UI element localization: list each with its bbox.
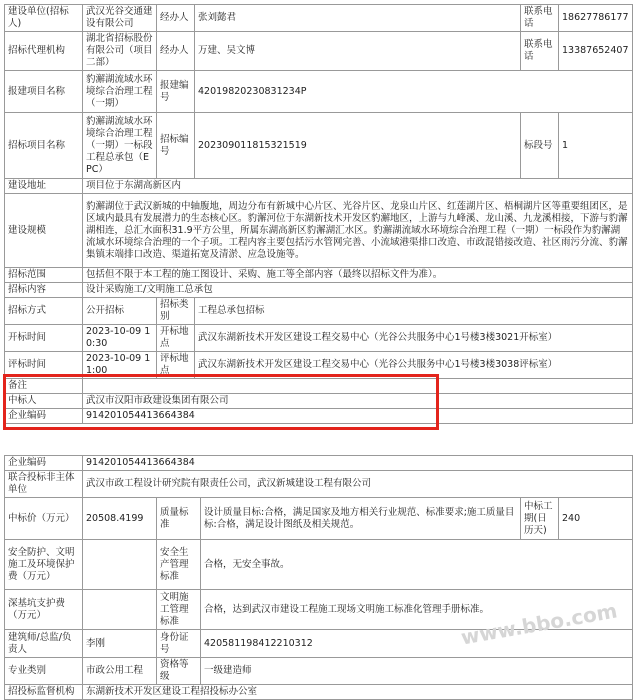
row-open-time bbox=[5, 325, 633, 352]
label-address: 建设地址 bbox=[5, 179, 83, 194]
label-open-time: 开标时间 bbox=[5, 325, 83, 352]
value-method: 公开招标 bbox=[83, 298, 157, 325]
value-joint-bidder: 武汉市政工程设计研究院有限责任公司，武汉新城建设工程有限公司 bbox=[83, 471, 633, 498]
label-agent-handler: 经办人 bbox=[157, 32, 195, 71]
label-civil-std: 文明施工管理标准 bbox=[157, 590, 201, 630]
row-agent bbox=[5, 32, 633, 71]
label-duration: 中标工期(日历天) bbox=[521, 498, 559, 540]
value-winner: 武汉市汉阳市政建设集团有限公司 bbox=[83, 394, 633, 409]
label-reg-project: 报建项目名称 bbox=[5, 71, 83, 113]
value-manager: 李刚 bbox=[83, 630, 157, 658]
watermark: www.bbo.com bbox=[458, 598, 619, 650]
value-content: 设计采购施工/文明施工总承包 bbox=[83, 283, 633, 298]
value-b-enterprise-code: 914201054413664384 bbox=[83, 456, 633, 471]
value-tender-no: 2023090118153215​19 bbox=[195, 113, 521, 179]
label-winner: 中标人 bbox=[5, 394, 83, 409]
row-safety-fee bbox=[5, 540, 633, 590]
row-address bbox=[5, 179, 633, 194]
label-eval-place: 评标地点 bbox=[157, 352, 195, 379]
label-tender-no: 招标编号 bbox=[157, 113, 195, 179]
label-tender-project: 招标项目名称 bbox=[5, 113, 83, 179]
label-eval-time: 评标时间 bbox=[5, 352, 83, 379]
value-builder: 武汉光谷交通建设有限公司 bbox=[83, 5, 157, 32]
label-agent-phone: 联系电话 bbox=[521, 32, 559, 71]
label-price: 中标价（万元） bbox=[5, 498, 83, 540]
value-duration: 240 bbox=[559, 498, 633, 540]
value-agent: 湖北省招标股份有限公司（项目二部） bbox=[83, 32, 157, 71]
label-quality: 质量标准 bbox=[157, 498, 201, 540]
label-specialty: 专业类别 bbox=[5, 658, 83, 685]
value-category: 工程总承包招标 bbox=[195, 298, 633, 325]
label-joint-bidder: 联合投标非主体单位 bbox=[5, 471, 83, 498]
row-b-enterprise-code bbox=[5, 456, 633, 471]
label-grade: 资格等级 bbox=[157, 658, 201, 685]
row-registration bbox=[5, 71, 633, 113]
label-scope: 招标范围 bbox=[5, 268, 83, 283]
label-safety-fee: 安全防护、文明施工及环境保护费（万元） bbox=[5, 540, 83, 590]
value-grade: 一级建造师 bbox=[201, 658, 633, 685]
label-enterprise-code: 企业编码 bbox=[5, 409, 83, 424]
label-remark: 备注 bbox=[5, 379, 83, 394]
value-agent-handler: 万建、吴文博 bbox=[195, 32, 521, 71]
row-method bbox=[5, 298, 633, 325]
highlight-box bbox=[3, 374, 439, 430]
label-open-place: 开标地点 bbox=[157, 325, 195, 352]
row-content bbox=[5, 283, 633, 298]
winner-info-table bbox=[4, 455, 633, 700]
label-b-enterprise-code: 企业编码 bbox=[5, 456, 83, 471]
value-handler: 张刘懿君 bbox=[195, 5, 521, 32]
label-agent: 招标代理机构 bbox=[5, 32, 83, 71]
value-open-time: 2023-10-09 10:30 bbox=[83, 325, 157, 352]
value-segment: 1 bbox=[559, 113, 633, 179]
row-price bbox=[5, 498, 633, 540]
label-supervisor: 招投标监督机构 bbox=[5, 685, 83, 700]
value-agent-phone: 13387652407 bbox=[559, 32, 633, 71]
value-safety-fee bbox=[83, 540, 157, 590]
label-safety-std: 安全生产管理标准 bbox=[157, 540, 201, 590]
value-eval-time: 2023-10-09 11:00 bbox=[83, 352, 157, 379]
row-joint-bidder bbox=[5, 471, 633, 498]
value-tender-project: 豹澥湖流域水环境综合治理工程（一期）一标段工程总承包（EPC） bbox=[83, 113, 157, 179]
value-phone: 18627786177 bbox=[559, 5, 633, 32]
label-phone: 联系电话 bbox=[521, 5, 559, 32]
label-reg-no: 报建编号 bbox=[157, 71, 195, 113]
value-scope: 包括但不限于本工程的施工图设计、采购、施工等全部内容（最终以招标文件为准）。 bbox=[83, 268, 633, 283]
label-id-number: 身份证号 bbox=[157, 630, 201, 658]
value-enterprise-code: 914201054413664384 bbox=[83, 409, 633, 424]
value-civil-std: 合格，达到武汉市建设工程施工现场文明施工标准化管理手册标准。 bbox=[201, 590, 633, 630]
value-open-place: 武汉东湖新技术开发区建设工程交易中心（光谷公共服务中心1号楼3楼3021开标室） bbox=[195, 325, 633, 352]
value-reg-project: 豹澥湖流域水环境综合治理工程（一期） bbox=[83, 71, 157, 113]
row-specialty bbox=[5, 658, 633, 685]
row-tender-project bbox=[5, 113, 633, 179]
value-supervisor: 东湖新技术开发区建设工程招投标办公室 bbox=[83, 685, 633, 700]
value-specialty: 市政公用工程 bbox=[83, 658, 157, 685]
label-builder: 建设单位(招标人) bbox=[5, 5, 83, 32]
value-address: 项目位于东湖高新区内 bbox=[83, 179, 633, 194]
value-pit-fee bbox=[83, 590, 157, 630]
label-manager: 建筑师/总监/负责人 bbox=[5, 630, 83, 658]
label-method: 招标方式 bbox=[5, 298, 83, 325]
tender-info-table bbox=[4, 4, 633, 424]
value-quality: 设计质量目标:合格，满足国家及地方相关行业规范、标准要求;施工质量目标:合格，满足设计图纸及相关规范。 bbox=[201, 498, 521, 540]
value-eval-place: 武汉东湖新技术开发区建设工程交易中心（光谷公共服务中心1号楼3楼3038评标室） bbox=[195, 352, 633, 379]
row-builder bbox=[5, 5, 633, 32]
value-price: 20508.4199 bbox=[83, 498, 157, 540]
value-id-number: 420581198412210312 bbox=[201, 630, 633, 658]
label-pit-fee: 深基坑支护费（万元） bbox=[5, 590, 83, 630]
label-content: 招标内容 bbox=[5, 283, 83, 298]
value-safety-std: 合格，无安全事故。 bbox=[201, 540, 633, 590]
row-scope bbox=[5, 268, 633, 283]
label-handler: 经办人 bbox=[157, 5, 195, 32]
label-category: 招标类别 bbox=[157, 298, 195, 325]
value-reg-no: 42019820230831234P bbox=[195, 71, 633, 113]
row-scale bbox=[5, 194, 633, 268]
row-supervisor bbox=[5, 685, 633, 700]
label-scale: 建设规模 bbox=[5, 194, 83, 268]
value-scale: 豹澥湖位于武汉新城的中轴腹地，周边分布有新城中心片区、光谷片区、龙泉山片区、红莲湖片区、梧桐湖片区等重要组团区，是区域内最具有发展潜力的生态核心区。豹澥河位于东湖新技术开发区豹澥地区，上游与九峰溪、龙山溪、九龙溪相接，下游与豹澥湖相连，总汇水面积31.9平方公里，所属东湖高新区豹澥湖汇水区。豹澥湖流域水环境综合治理工程（一期）一标段作为豹澥湖流域水环境综合治理的一个子项。工程内容主要包括污水管网完善、小流域港渠排口改造、市政混错接改造、社区雨污分流、豹澥集镇末端排口改造、渠道拓宽及清淤、应急设施等。 bbox=[83, 194, 633, 268]
label-segment: 标段号 bbox=[521, 113, 559, 179]
